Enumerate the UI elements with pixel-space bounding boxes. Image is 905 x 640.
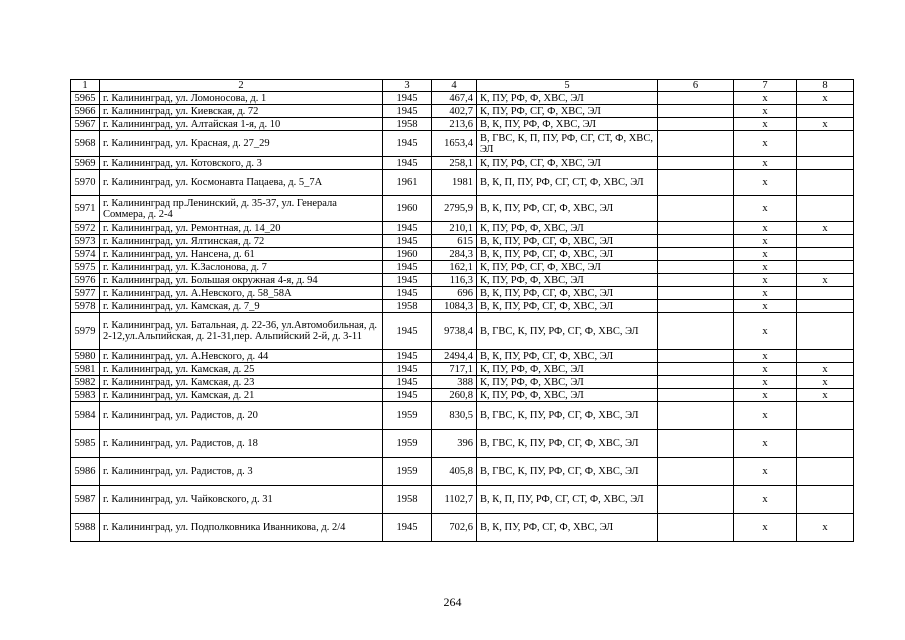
elements-cell: К, ПУ, РФ, Ф, ХВС, ЭЛ (477, 92, 658, 105)
column-7-cell: x (734, 287, 797, 300)
row-number: 5978 (71, 300, 100, 313)
row-number: 5986 (71, 458, 100, 486)
column-7-cell: x (734, 274, 797, 287)
row-number: 5985 (71, 430, 100, 458)
year-cell: 1945 (383, 313, 432, 350)
page-number: 264 (443, 595, 462, 609)
table-row (71, 118, 854, 131)
table-row (71, 350, 854, 363)
address-cell: г. Калининград, ул. Радистов, д. 20 (100, 402, 383, 430)
year-cell: 1959 (383, 430, 432, 458)
year-cell: 1945 (383, 376, 432, 389)
elements-cell: В, К, ПУ, РФ, СГ, Ф, ХВС, ЭЛ (477, 287, 658, 300)
area-cell: 1084,3 (432, 300, 477, 313)
column-8-cell (797, 157, 854, 170)
address-cell: г. Калининград, ул. Ремонтная, д. 14_20 (100, 222, 383, 235)
table-row (71, 131, 854, 157)
address-cell: г. Калининград, ул. Радистов, д. 18 (100, 430, 383, 458)
table-row (71, 363, 854, 376)
area-cell: 830,5 (432, 402, 477, 430)
row-number: 5965 (71, 92, 100, 105)
column-8-cell: x (797, 274, 854, 287)
column-8-cell (797, 105, 854, 118)
address-cell: г. Калининград, ул. Батальная, д. 22-36, ул.Автомобильная, д. 2-12,ул.Альпийская, д. 21-31,пер. Альпийский 2-й, д. 3-11 (100, 313, 383, 350)
area-cell: 702,6 (432, 514, 477, 542)
header-col-5: 5 (477, 80, 658, 92)
address-cell: г. Калининград, ул. Камская, д. 23 (100, 376, 383, 389)
year-cell: 1961 (383, 170, 432, 196)
area-cell: 615 (432, 235, 477, 248)
row-number: 5970 (71, 170, 100, 196)
column-6-cell (658, 261, 734, 274)
column-8-cell: x (797, 389, 854, 402)
address-cell: г. Калининград, ул. Киевская, д. 72 (100, 105, 383, 118)
header-col-1: 1 (71, 80, 100, 92)
elements-cell: В, К, П, ПУ, РФ, СГ, СТ, Ф, ХВС, ЭЛ (477, 170, 658, 196)
table-row (71, 92, 854, 105)
column-6-cell (658, 486, 734, 514)
address-cell: г. Калининград, ул. Космонавта Пацаева, д. 5_7А (100, 170, 383, 196)
column-8-cell (797, 430, 854, 458)
row-number: 5969 (71, 157, 100, 170)
column-8-cell (797, 313, 854, 350)
column-7-cell: x (734, 248, 797, 261)
address-cell: г. Калининград, ул. Чайковского, д. 31 (100, 486, 383, 514)
table-row (71, 261, 854, 274)
elements-cell: В, ГВС, К, ПУ, РФ, СГ, Ф, ХВС, ЭЛ (477, 430, 658, 458)
year-cell: 1960 (383, 248, 432, 261)
column-7-cell: x (734, 261, 797, 274)
year-cell: 1958 (383, 300, 432, 313)
header-col-3: 3 (383, 80, 432, 92)
column-7-cell: x (734, 514, 797, 542)
elements-cell: К, ПУ, РФ, Ф, ХВС, ЭЛ (477, 376, 658, 389)
column-6-cell (658, 248, 734, 261)
header-col-8: 8 (797, 80, 854, 92)
address-cell: г. Калининград, ул. Большая окружная 4-я, д. 94 (100, 274, 383, 287)
row-number: 5975 (71, 261, 100, 274)
column-8-cell (797, 287, 854, 300)
header-col-4: 4 (432, 80, 477, 92)
year-cell: 1945 (383, 363, 432, 376)
address-cell: г. Калининград, ул. Камская, д. 21 (100, 389, 383, 402)
elements-cell: К, ПУ, РФ, СГ, Ф, ХВС, ЭЛ (477, 261, 658, 274)
address-cell: г. Калининград пр.Ленинский, д. 35-37, ул. Генерала Соммера, д. 2-4 (100, 196, 383, 222)
column-8-cell (797, 402, 854, 430)
area-cell: 2494,4 (432, 350, 477, 363)
address-cell: г. Калининград, ул. Камская, д. 25 (100, 363, 383, 376)
column-8-cell: x (797, 363, 854, 376)
table-row (71, 458, 854, 486)
table-row (71, 313, 854, 350)
year-cell: 1945 (383, 235, 432, 248)
year-cell: 1958 (383, 486, 432, 514)
column-6-cell (658, 458, 734, 486)
column-8-cell (797, 170, 854, 196)
area-cell: 402,7 (432, 105, 477, 118)
area-cell: 213,6 (432, 118, 477, 131)
column-7-cell: x (734, 363, 797, 376)
housing-register-table (70, 79, 854, 542)
year-cell: 1945 (383, 105, 432, 118)
column-8-cell (797, 261, 854, 274)
row-number: 5971 (71, 196, 100, 222)
column-8-cell: x (797, 514, 854, 542)
address-cell: г. Калининград, ул. Алтайская 1-я, д. 10 (100, 118, 383, 131)
row-number: 5980 (71, 350, 100, 363)
column-6-cell (658, 402, 734, 430)
column-8-cell (797, 248, 854, 261)
year-cell: 1958 (383, 118, 432, 131)
column-6-cell (658, 92, 734, 105)
address-cell: г. Калининград, ул. Котовского, д. 3 (100, 157, 383, 170)
area-cell: 696 (432, 287, 477, 300)
column-7-cell: x (734, 131, 797, 157)
column-8-cell (797, 486, 854, 514)
column-7-cell: x (734, 376, 797, 389)
row-number: 5967 (71, 118, 100, 131)
column-6-cell (658, 235, 734, 248)
column-7-cell: x (734, 486, 797, 514)
table-row (71, 430, 854, 458)
column-8-cell (797, 131, 854, 157)
area-cell: 162,1 (432, 261, 477, 274)
address-cell: г. Калининград, ул. Ялтинская, д. 72 (100, 235, 383, 248)
table-body (71, 92, 854, 542)
year-cell: 1945 (383, 261, 432, 274)
area-cell: 258,1 (432, 157, 477, 170)
address-cell: г. Калининград, ул. Красная, д. 27_29 (100, 131, 383, 157)
year-cell: 1945 (383, 514, 432, 542)
year-cell: 1959 (383, 458, 432, 486)
row-number: 5981 (71, 363, 100, 376)
column-6-cell (658, 170, 734, 196)
elements-cell: В, К, ПУ, РФ, СГ, Ф, ХВС, ЭЛ (477, 300, 658, 313)
elements-cell: В, К, ПУ, РФ, СГ, Ф, ХВС, ЭЛ (477, 514, 658, 542)
year-cell: 1945 (383, 287, 432, 300)
column-6-cell (658, 287, 734, 300)
year-cell: 1945 (383, 274, 432, 287)
column-6-cell (658, 514, 734, 542)
row-number: 5988 (71, 514, 100, 542)
column-7-cell: x (734, 157, 797, 170)
column-7-cell: x (734, 170, 797, 196)
column-6-cell (658, 389, 734, 402)
column-7-cell: x (734, 222, 797, 235)
elements-cell: К, ПУ, РФ, Ф, ХВС, ЭЛ (477, 222, 658, 235)
column-7-cell: x (734, 350, 797, 363)
area-cell: 1653,4 (432, 131, 477, 157)
elements-cell: В, К, ПУ, РФ, СГ, Ф, ХВС, ЭЛ (477, 350, 658, 363)
elements-cell: В, ГВС, К, ПУ, РФ, СГ, Ф, ХВС, ЭЛ (477, 402, 658, 430)
header-col-2: 2 (100, 80, 383, 92)
row-number: 5984 (71, 402, 100, 430)
column-7-cell: x (734, 92, 797, 105)
table-row (71, 402, 854, 430)
column-6-cell (658, 274, 734, 287)
elements-cell: К, ПУ, РФ, Ф, ХВС, ЭЛ (477, 389, 658, 402)
area-cell: 260,8 (432, 389, 477, 402)
table-row (71, 389, 854, 402)
column-7-cell: x (734, 118, 797, 131)
elements-cell: В, К, ПУ, РФ, СГ, Ф, ХВС, ЭЛ (477, 248, 658, 261)
elements-cell: В, К, П, ПУ, РФ, СГ, СТ, Ф, ХВС, ЭЛ (477, 486, 658, 514)
header-col-7: 7 (734, 80, 797, 92)
year-cell: 1960 (383, 196, 432, 222)
column-8-cell (797, 235, 854, 248)
area-cell: 388 (432, 376, 477, 389)
column-6-cell (658, 350, 734, 363)
area-cell: 405,8 (432, 458, 477, 486)
table-row (71, 248, 854, 261)
area-cell: 396 (432, 430, 477, 458)
row-number: 5976 (71, 274, 100, 287)
year-cell: 1945 (383, 157, 432, 170)
row-number: 5974 (71, 248, 100, 261)
table-row (71, 376, 854, 389)
address-cell: г. Калининград, ул. К.Заслонова, д. 7 (100, 261, 383, 274)
row-number: 5979 (71, 313, 100, 350)
column-6-cell (658, 430, 734, 458)
elements-cell: В, ГВС, К, П, ПУ, РФ, СГ, СТ, Ф, ХВС, ЭЛ (477, 131, 658, 157)
header-row (71, 80, 854, 92)
address-cell: г. Калининград, ул. Радистов, д. 3 (100, 458, 383, 486)
area-cell: 467,4 (432, 92, 477, 105)
table-row (71, 222, 854, 235)
row-number: 5966 (71, 105, 100, 118)
column-7-cell: x (734, 458, 797, 486)
row-number: 5973 (71, 235, 100, 248)
column-7-cell: x (734, 235, 797, 248)
table-row (71, 157, 854, 170)
elements-cell: В, ГВС, К, ПУ, РФ, СГ, Ф, ХВС, ЭЛ (477, 313, 658, 350)
column-7-cell: x (734, 196, 797, 222)
table-row (71, 287, 854, 300)
row-number: 5983 (71, 389, 100, 402)
column-7-cell: x (734, 300, 797, 313)
elements-cell: К, ПУ, РФ, Ф, ХВС, ЭЛ (477, 363, 658, 376)
area-cell: 1102,7 (432, 486, 477, 514)
column-6-cell (658, 157, 734, 170)
address-cell: г. Калининград, ул. Нансена, д. 61 (100, 248, 383, 261)
elements-cell: К, ПУ, РФ, Ф, ХВС, ЭЛ (477, 274, 658, 287)
table-row (71, 235, 854, 248)
area-cell: 9738,4 (432, 313, 477, 350)
column-6-cell (658, 105, 734, 118)
table-row (71, 105, 854, 118)
address-cell: г. Калининград, ул. Камская, д. 7_9 (100, 300, 383, 313)
elements-cell: К, ПУ, РФ, СГ, Ф, ХВС, ЭЛ (477, 157, 658, 170)
column-8-cell: x (797, 222, 854, 235)
area-cell: 1981 (432, 170, 477, 196)
column-8-cell (797, 196, 854, 222)
column-8-cell: x (797, 92, 854, 105)
table-row (71, 274, 854, 287)
table-row (71, 514, 854, 542)
address-cell: г. Калининград, ул. А.Невского, д. 44 (100, 350, 383, 363)
year-cell: 1945 (383, 350, 432, 363)
column-7-cell: x (734, 313, 797, 350)
address-cell: г. Калининград, ул. Ломоносова, д. 1 (100, 92, 383, 105)
elements-cell: К, ПУ, РФ, СГ, Ф, ХВС, ЭЛ (477, 105, 658, 118)
area-cell: 284,3 (432, 248, 477, 261)
row-number: 5977 (71, 287, 100, 300)
area-cell: 116,3 (432, 274, 477, 287)
year-cell: 1945 (383, 222, 432, 235)
row-number: 5987 (71, 486, 100, 514)
table-row (71, 300, 854, 313)
table-row (71, 170, 854, 196)
address-cell: г. Калининград, ул. Подполковника Иванникова, д. 2/4 (100, 514, 383, 542)
row-number: 5968 (71, 131, 100, 157)
column-7-cell: x (734, 430, 797, 458)
column-6-cell (658, 363, 734, 376)
year-cell: 1945 (383, 131, 432, 157)
column-7-cell: x (734, 389, 797, 402)
elements-cell: В, ГВС, К, ПУ, РФ, СГ, Ф, ХВС, ЭЛ (477, 458, 658, 486)
column-8-cell: x (797, 118, 854, 131)
column-6-cell (658, 300, 734, 313)
area-cell: 2795,9 (432, 196, 477, 222)
elements-cell: В, К, ПУ, РФ, СГ, Ф, ХВС, ЭЛ (477, 196, 658, 222)
column-8-cell (797, 458, 854, 486)
column-8-cell (797, 350, 854, 363)
table-row (71, 196, 854, 222)
row-number: 5972 (71, 222, 100, 235)
column-6-cell (658, 222, 734, 235)
column-8-cell: x (797, 376, 854, 389)
row-number: 5982 (71, 376, 100, 389)
year-cell: 1945 (383, 92, 432, 105)
column-8-cell (797, 300, 854, 313)
area-cell: 210,1 (432, 222, 477, 235)
table-header (71, 80, 854, 92)
header-col-6: 6 (658, 80, 734, 92)
elements-cell: В, К, ПУ, РФ, СГ, Ф, ХВС, ЭЛ (477, 235, 658, 248)
year-cell: 1945 (383, 389, 432, 402)
column-6-cell (658, 118, 734, 131)
column-6-cell (658, 196, 734, 222)
table-row (71, 486, 854, 514)
column-7-cell: x (734, 402, 797, 430)
column-6-cell (658, 131, 734, 157)
column-6-cell (658, 313, 734, 350)
column-7-cell: x (734, 105, 797, 118)
column-6-cell (658, 376, 734, 389)
area-cell: 717,1 (432, 363, 477, 376)
elements-cell: В, К, ПУ, РФ, Ф, ХВС, ЭЛ (477, 118, 658, 131)
year-cell: 1959 (383, 402, 432, 430)
address-cell: г. Калининград, ул. А.Невского, д. 58_58А (100, 287, 383, 300)
